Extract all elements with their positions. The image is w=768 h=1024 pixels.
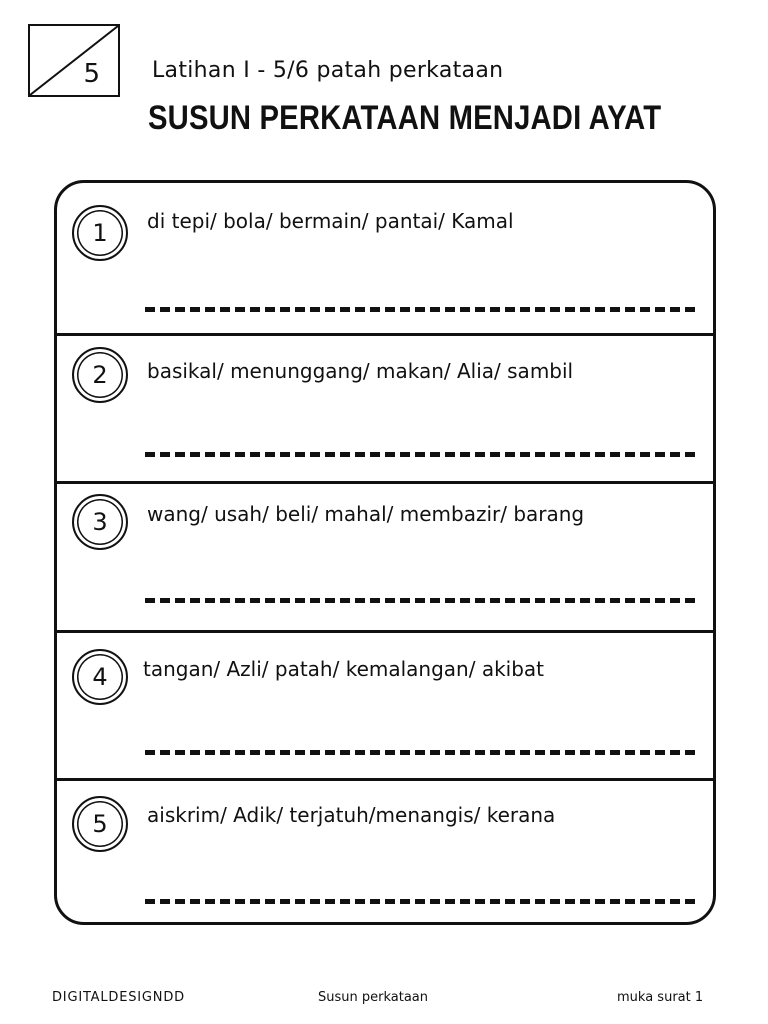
question-words: tangan/ Azli/ patah/ kemalangan/ akibat: [143, 657, 545, 681]
answer-line[interactable]: [145, 307, 697, 312]
answer-line[interactable]: [145, 899, 697, 904]
question-number-badge: 1: [72, 205, 128, 261]
question-number-badge: 4: [72, 649, 128, 705]
answer-line[interactable]: [145, 598, 697, 603]
worksheet-title: SUSUN PERKATAAN MENJADI AYAT: [148, 99, 662, 137]
questions-card: [54, 180, 716, 925]
question-number-badge: 3: [72, 494, 128, 550]
exercise-subtitle: Latihan I - 5/6 patah perkataan: [152, 58, 504, 83]
question-3: [57, 484, 713, 633]
score-box: [28, 24, 120, 97]
footer-topic: Susun perkataan: [318, 990, 429, 1005]
score-box-diagonal: [30, 26, 118, 95]
answer-line[interactable]: [145, 452, 697, 457]
question-4: [57, 633, 713, 781]
footer-page-number: muka surat 1: [617, 990, 704, 1005]
question-words: aiskrim/ Adik/ terjatuh/menangis/ kerana: [147, 803, 556, 827]
question-words: basikal/ menunggang/ makan/ Alia/ sambil: [147, 359, 574, 383]
question-5: [57, 781, 713, 925]
question-2: [57, 336, 713, 484]
question-words: wang/ usah/ beli/ mahal/ membazir/ barang: [147, 502, 585, 526]
question-words: di tepi/ bola/ bermain/ pantai/ Kamal: [147, 209, 514, 233]
score-value: 5: [83, 59, 100, 89]
footer-brand: DIGITALDESIGNDD: [52, 990, 185, 1005]
question-1: [57, 183, 713, 336]
question-number-badge: 2: [72, 347, 128, 403]
answer-line[interactable]: [145, 750, 697, 755]
question-number-badge: 5: [72, 796, 128, 852]
